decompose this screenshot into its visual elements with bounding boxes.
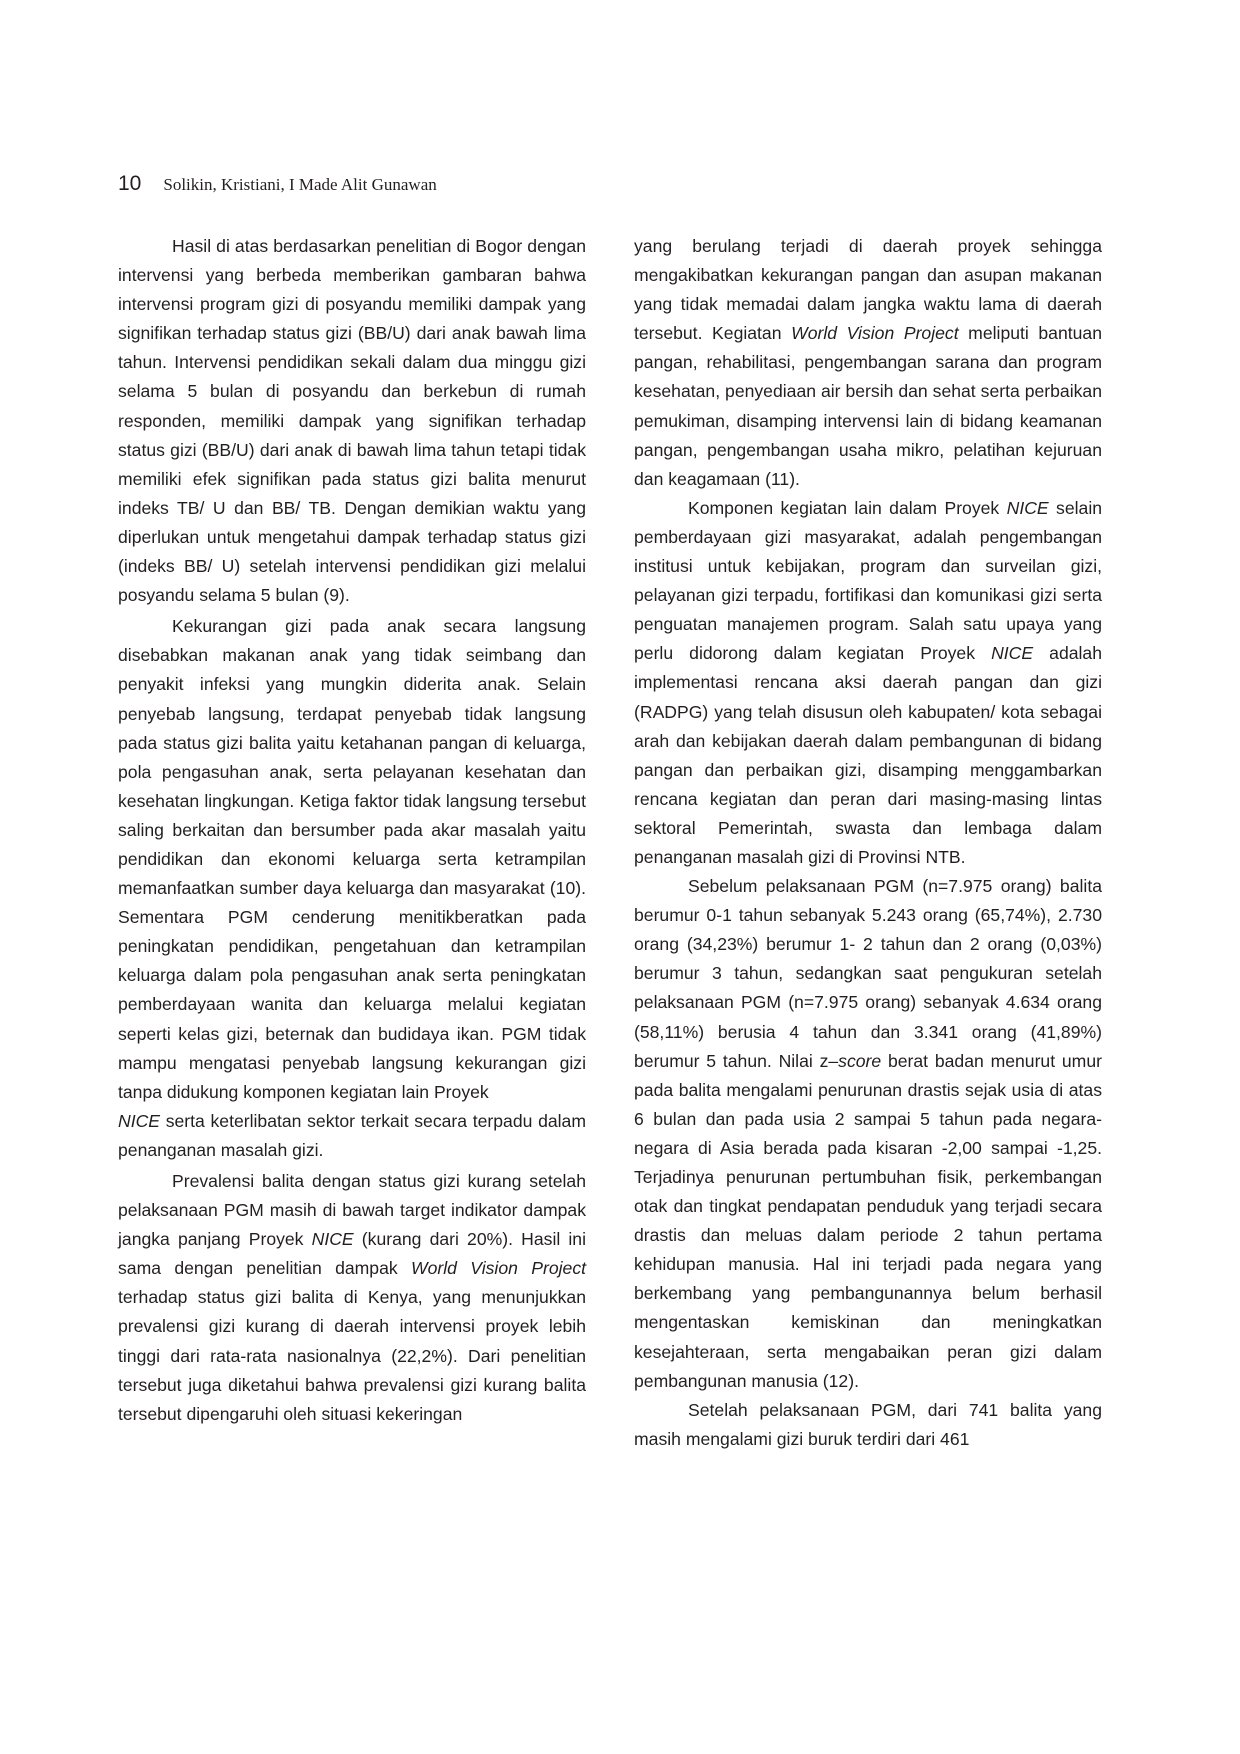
nice-term: NICE bbox=[118, 1110, 161, 1131]
right-column bbox=[634, 232, 1102, 1454]
left-column bbox=[118, 232, 586, 1429]
running-head-authors: Solikin, Kristiani, I Made Alit Gunawan bbox=[163, 175, 437, 194]
score-term: score bbox=[838, 1050, 882, 1071]
nice-term: NICE bbox=[991, 643, 1034, 664]
world-vision-term: World Vision Project bbox=[791, 323, 959, 344]
nice-term: NICE bbox=[311, 1229, 354, 1250]
page-number: 10 bbox=[118, 172, 142, 195]
paragraph-prevalence: Prevalensi balita dengan status gizi kurang setelah pelaksanaan PGM masih di bawah target indikator dampak jangka panjang Proyek NICE (kurang dari 20%). Hasil ini sama dengan penelitian dampak World Vision Project terhadap status gizi balita di Kenya, yang menunjukkan prevalensi gizi kurang di daerah intervensi proyek lebih tinggi dari rata-rata nasionalnya (22,2%). Dari penelitian tersebut juga diketahui bahwa prevalensi gizi kurang balita tersebut dipengaruhi oleh situasi kekeringan bbox=[118, 1171, 586, 1424]
running-header bbox=[118, 172, 437, 196]
paragraph-undernutrition-causes: Kekurangan gizi pada anak secara langsung disebabkan makanan anak yang tidak seimbang dan penyakit infeksi yang mungkin diderita anak. Selain penyebab langsung, terdapat penyebab tidak langsung pada status gizi balita yaitu ketahanan pangan di keluarga, pola pengasuhan anak, serta pelayanan kesehatan dan kesehatan lingkungan. Ketiga faktor tidak langsung tersebut saling berkaitan dan bersumber pada akar masalah yaitu pendidikan dan ekonomi keluarga serta ketrampilan memanfaatkan sumber daya keluarga dan masyarakat (10). Sementara PGM cenderung menitikberatkan pada peningkatan pendidikan, pengetahuan dan ketrampilan keluarga dalam pola pengasuhan anak serta peningkatan pemberdayaan wanita dan keluarga melalui kegiatan seperti kelas gizi, beternak dan budidaya ikan. PGM tidak mampu mengatasi penyebab langsung kekurangan gizi tanpa didukung komponen kegiatan lain Proyek NICE serta keterlibatan sektor terkait secara terpadu dalam penanganan masalah gizi. bbox=[118, 616, 586, 1160]
paragraph-bogor-intervention: Hasil di atas berdasarkan penelitian di Bogor dengan intervensi yang berbeda memberikan gambaran bahwa intervensi program gizi di posyandu memiliki dampak yang signifikan terhadap status gizi (BB/U) dari anak bawah lima tahun. Intervensi pendidikan sekali dalam dua minggu gizi selama 5 bulan di posyandu dan berkebun di rumah responden, memiliki dampak yang signifikan terhadap status gizi (BB/U) dari anak di bawah lima tahun tetapi tidak memiliki efek signifikan pada status gizi balita menurut indeks TB/ U dan BB/ TB. Dengan demikian waktu yang diperlukan untuk mengetahui dampak terhadap status gizi (indeks BB/ U) setelah intervensi pendidikan gizi melalui posyandu selama 5 bulan (9). bbox=[118, 236, 586, 606]
paragraph-after-pgm: Setelah pelaksanaan PGM, dari 741 balita yang masih mengalami gizi buruk terdiri dari 461 bbox=[634, 1399, 1102, 1449]
paragraph-world-vision-continued: yang berulang terjadi di daerah proyek sehingga mengakibatkan kekurangan pangan dan asupan makanan yang tidak memadai dalam jangka waktu lama di daerah tersebut. Kegiatan World Vision Project meliputi bantuan pangan, rehabilitasi, pengembangan sarana dan program kesehatan, penyediaan air bersih dan sehat serta perbaikan pemukiman, disamping intervensi lain di bidang keamanan pangan, pengembangan usaha mikro, pelatihan kejuruan dan keagamaan (11). bbox=[634, 236, 1102, 489]
paragraph-before-pgm: Sebelum pelaksanaan PGM (n=7.975 orang) balita berumur 0-1 tahun sebanyak 5.243 orang (65,74%), 2.730 orang (34,23%) berumur 1- 2 tahun dan 2 orang (0,03%) berumur 3 tahun, sedangkan saat pengukuran setelah pelaksanaan PGM (n=7.975 orang) sebanyak 4.634 orang (58,11%) berusia 4 tahun dan 3.341 orang (41,89%) berumur 5 tahun. Nilai z–score berat badan menurut umur pada balita mengalami penurunan drastis sejak usia di atas 6 bulan dan pada usia 2 sampai 5 tahun pada negara-negara di Asia berada pada kisaran -2,00 sampai -1,25. Terjadinya penurunan pertumbuhan fisik, perkembangan otak dan tingkat pendapatan penduduk yang terjadi secara drastis dan meluas dalam periode 2 tahun pertama kehidupan manusia. Hal ini terjadi pada negara yang berkembang yang pembangunannya belum berhasil mengentaskan kemiskinan dan meningkatkan kesejahteraan, serta mengabaikan peran gizi dalam pembangunan manusia (12). bbox=[634, 876, 1102, 1391]
world-vision-term: World Vision Project bbox=[411, 1258, 586, 1279]
paragraph-nice-components: Komponen kegiatan lain dalam Proyek NICE selain pemberdayaan gizi masyarakat, adalah pengembangan institusi untuk kebijakan, program dan surveilan gizi, pelayanan gizi terpadu, fortifikasi dan komunikasi gizi serta penguatan manajemen program. Salah satu upaya yang perlu didorong dalam kegiatan Proyek NICE adalah implementasi rencana aksi daerah pangan dan gizi (RADPG) yang telah disusun oleh kabupaten/ kota sebagai arah dan kebijakan daerah dalam pembangunan di bidang pangan dan perbaikan gizi, disamping menggambarkan rencana kegiatan dan peran dari masing-masing lintas sektoral Pemerintah, swasta dan lembaga dalam penanganan masalah gizi di Provinsi NTB. bbox=[634, 497, 1103, 867]
nice-term: NICE bbox=[1006, 497, 1049, 518]
